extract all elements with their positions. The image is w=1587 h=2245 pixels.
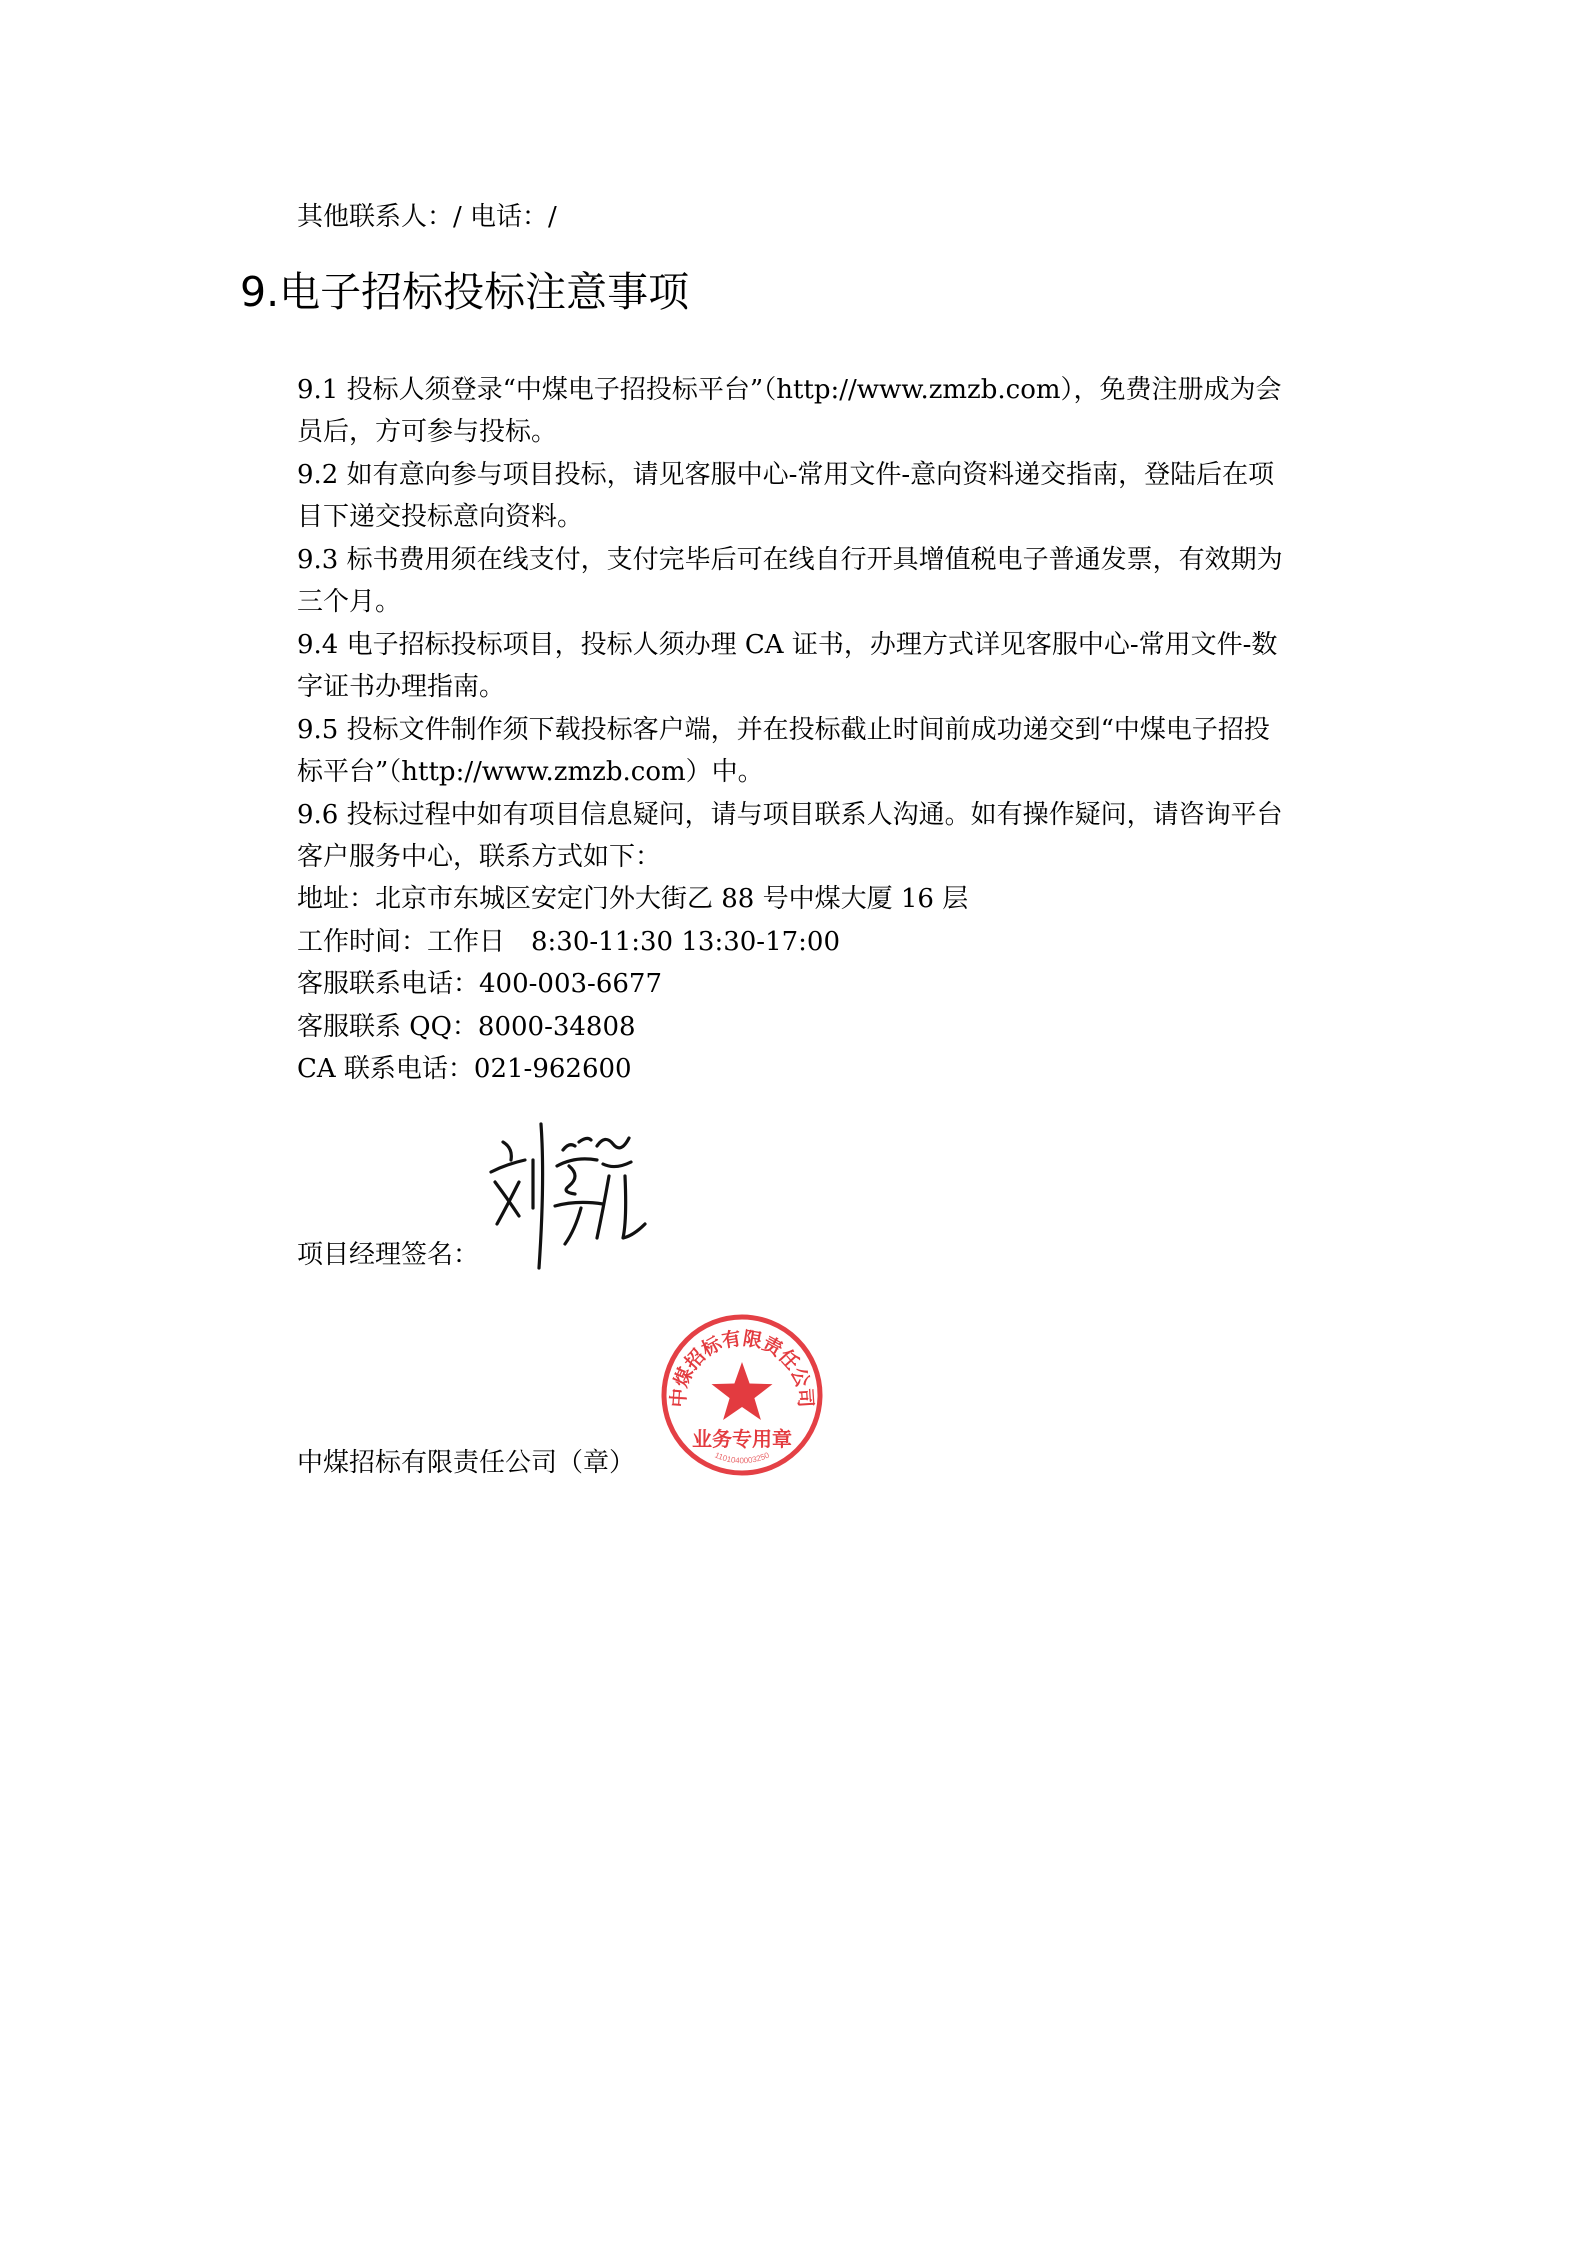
body-line: 9.6 投标过程中如有项目信息疑问，请与项目联系人沟通。如有操作疑问，请咨询平台 bbox=[297, 800, 1283, 830]
company-seal-stamp bbox=[657, 1310, 827, 1480]
company-seal-label: 中煤招标有限责任公司（章） bbox=[297, 1448, 636, 1478]
svg-text:中煤招标有限责任公司: 中煤招标有限责任公司 bbox=[668, 1328, 816, 1409]
other-contact-line: 其他联系人：/ 电话：/ bbox=[297, 202, 557, 232]
body-line: 员后，方可参与投标。 bbox=[297, 417, 558, 447]
body-line: 目下递交投标意向资料。 bbox=[297, 502, 584, 532]
body-line: 9.2 如有意向参与项目投标，请见客服中心-常用文件-意向资料递交指南，登陆后在项 bbox=[297, 460, 1275, 490]
contact-phone: 客服联系电话：400-003-6677 bbox=[297, 969, 662, 999]
svg-text:业务专用章: 业务专用章 bbox=[692, 1429, 792, 1451]
contact-qq: 客服联系 QQ：8000-34808 bbox=[297, 1012, 636, 1042]
manager-signature-label: 项目经理签名： bbox=[297, 1240, 480, 1270]
body-line: 客户服务中心，联系方式如下： bbox=[297, 842, 662, 872]
body-line: 9.4 电子招标投标项目，投标人须办理 CA 证书，办理方式详见客服中心-常用文件-数 bbox=[297, 630, 1278, 660]
contact-ca-phone: CA 联系电话：021-962600 bbox=[297, 1054, 632, 1084]
body-line: 字证书办理指南。 bbox=[297, 672, 506, 702]
body-line: 9.3 标书费用须在线支付，支付完毕后可在线自行开具增值税电子普通发票，有效期为 bbox=[297, 545, 1283, 575]
contact-hours: 工作时间：工作日 8:30-11:30 13:30-17:00 bbox=[297, 927, 841, 957]
section-heading: 9.电子招标投标注意事项 bbox=[240, 268, 690, 316]
body-line: 三个月。 bbox=[297, 587, 402, 617]
svg-text:1101040003250: 1101040003250 bbox=[713, 1450, 771, 1466]
body-line: 9.1 投标人须登录“中煤电子招投标平台”（http://www.zmzb.com），免费注册成为会 bbox=[297, 375, 1282, 405]
contact-address: 地址：北京市东城区安定门外大街乙 88 号中煤大厦 16 层 bbox=[297, 884, 969, 914]
handwritten-signature bbox=[485, 1120, 655, 1270]
body-line: 9.5 投标文件制作须下载投标客户端，并在投标截止时间前成功递交到“中煤电子招投 bbox=[297, 715, 1270, 745]
body-line: 标平台”（http://www.zmzb.com）中。 bbox=[297, 757, 764, 787]
